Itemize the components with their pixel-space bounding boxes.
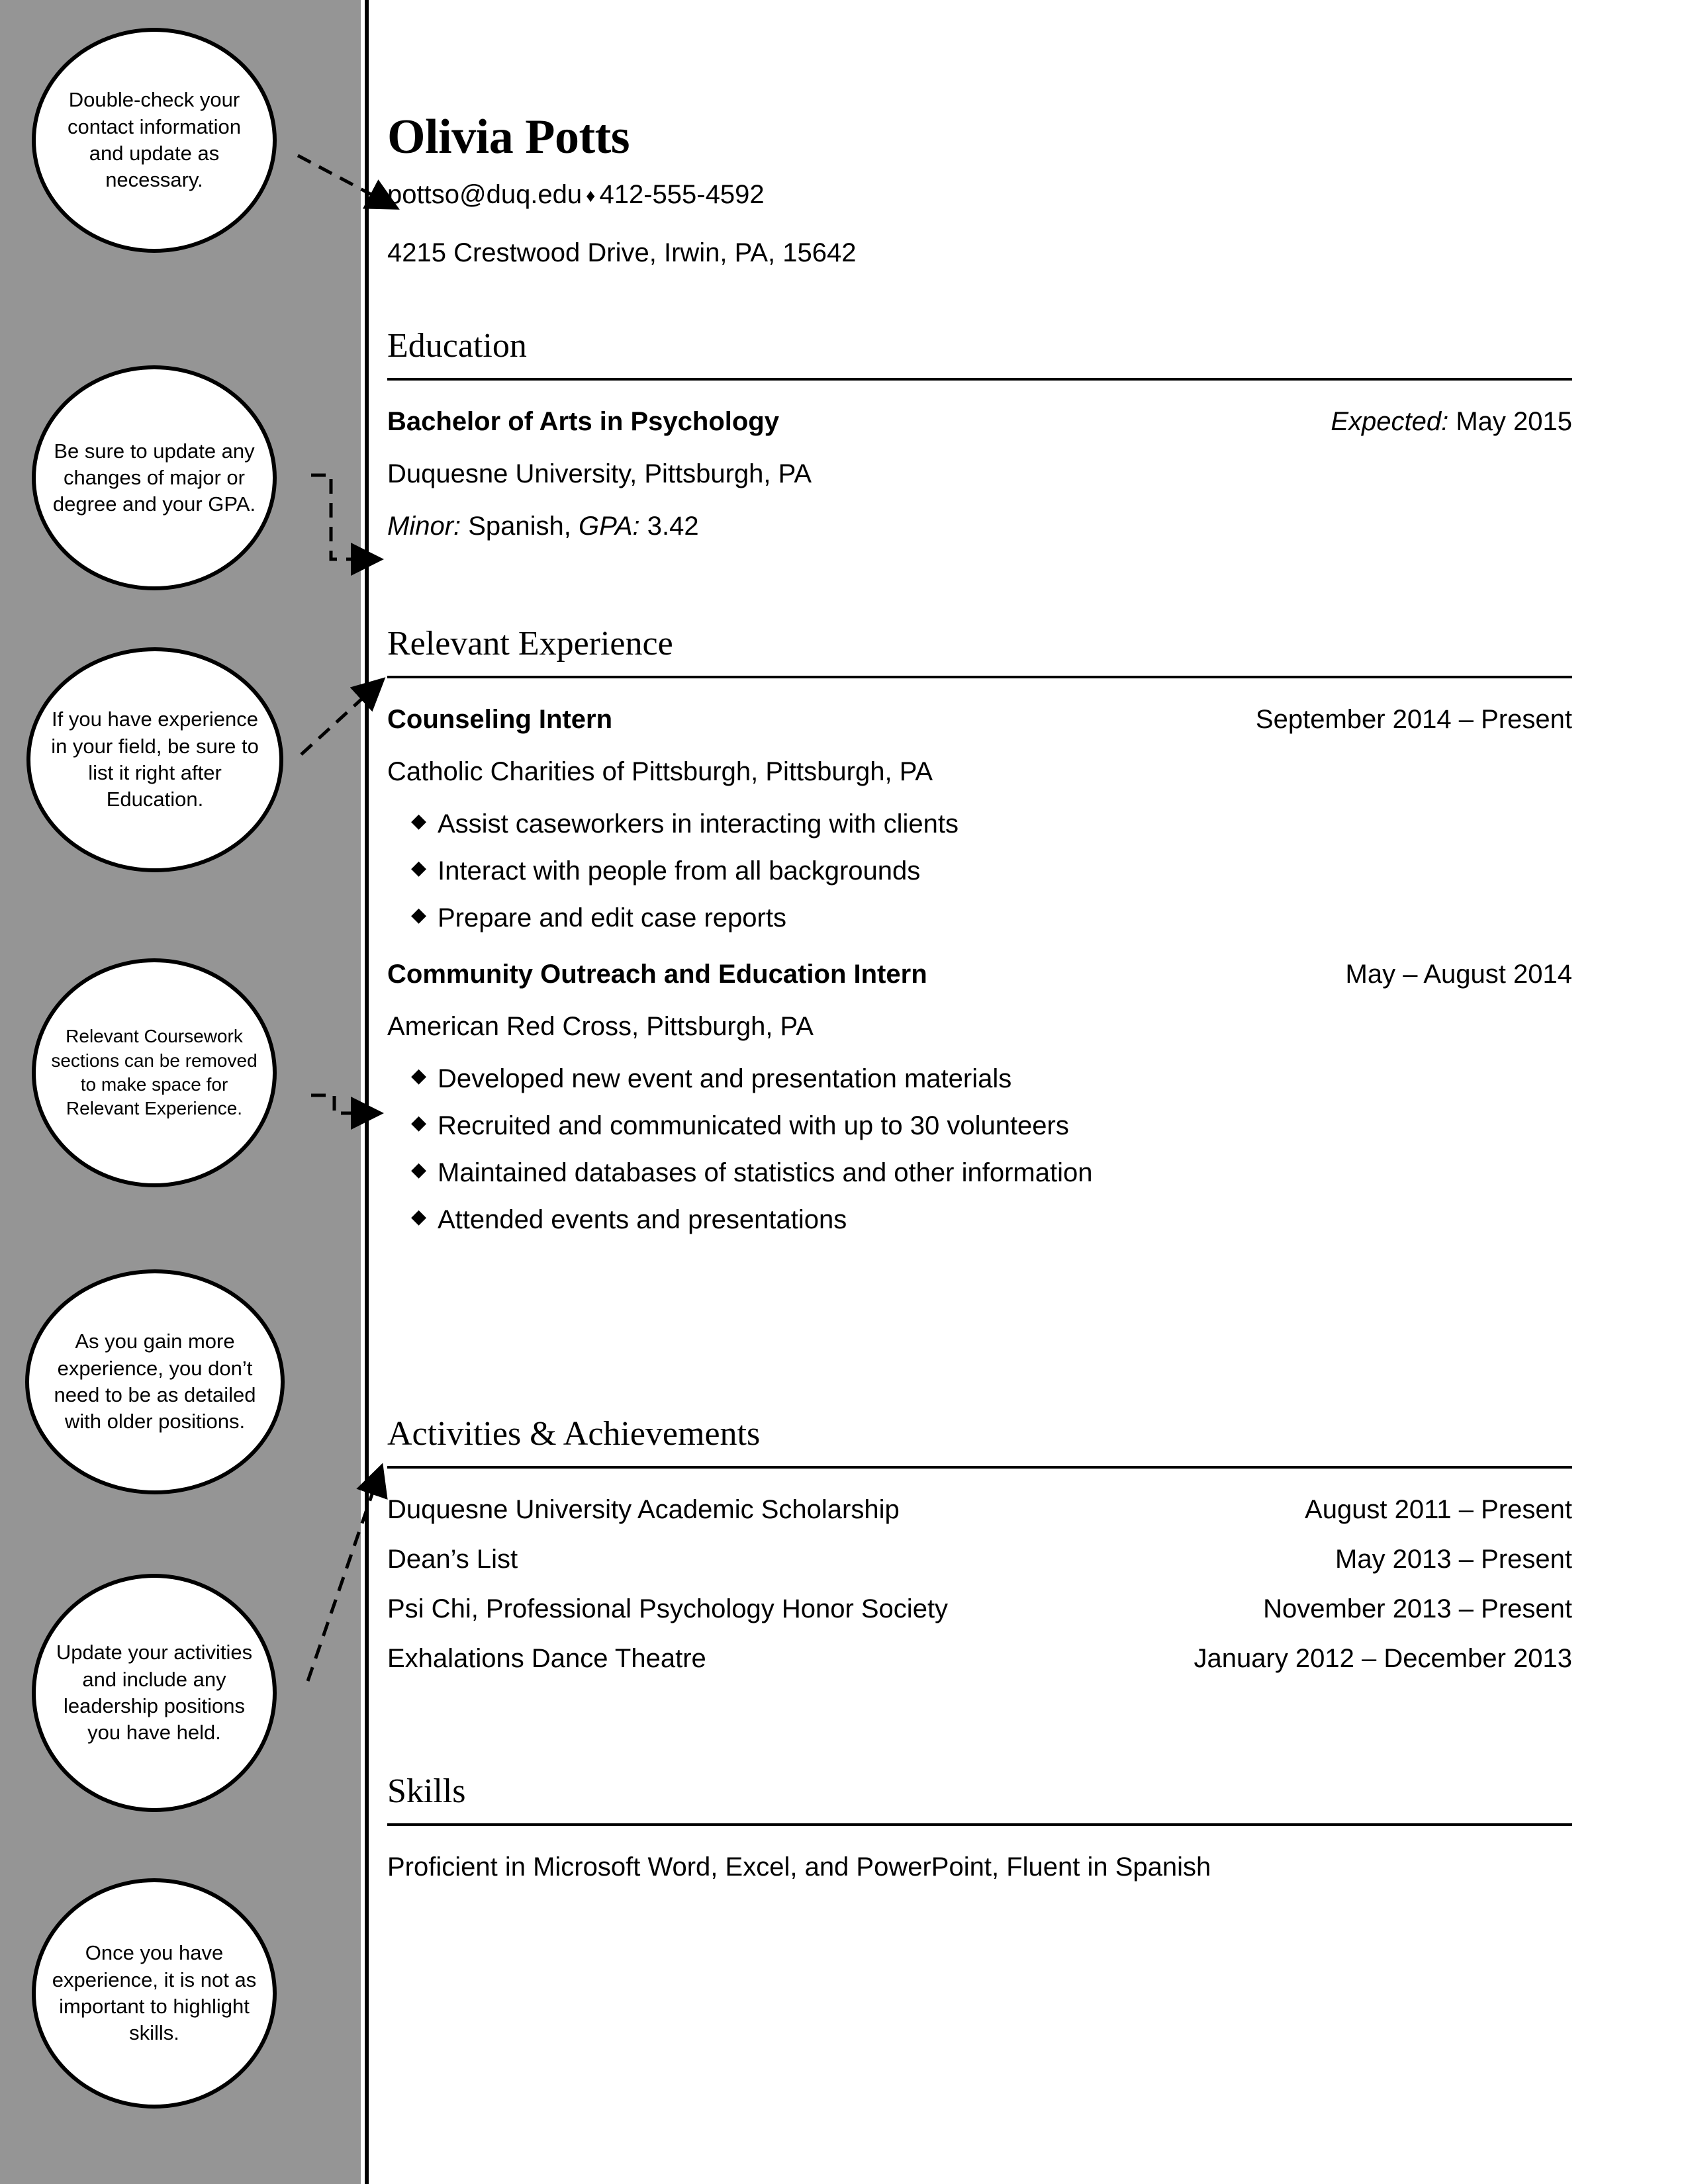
diamond-bullet-icon: ◆ xyxy=(411,1205,427,1228)
section-education xyxy=(387,328,1572,541)
education-degree-row xyxy=(387,407,1572,437)
bullet-text: Attended events and presentations xyxy=(438,1205,847,1234)
skills-body: Proficient in Microsoft Word, Excel, and PowerPoint, Fluent in Spanish xyxy=(387,1852,1211,1882)
annotation-text: Be sure to update any changes of major or degree and your GPA. xyxy=(52,439,256,516)
email-text: pottso@duq.edu xyxy=(387,180,583,209)
list-item xyxy=(387,1111,1572,1141)
activity-row xyxy=(387,1644,1572,1674)
diamond-bullet-icon: ◆ xyxy=(411,1064,427,1087)
experience-position: Counseling Intern xyxy=(387,704,612,734)
experience-employer: American Red Cross, Pittsburgh, PA xyxy=(387,1011,814,1041)
expected-value: May 2015 xyxy=(1448,406,1572,436)
bullet-text: Maintained databases of statistics and other information xyxy=(438,1158,1093,1187)
activity-row xyxy=(387,1495,1572,1525)
annotation-bubble-education xyxy=(32,365,277,590)
list-item xyxy=(387,856,1572,886)
experience-bullet-list xyxy=(387,1064,1572,1235)
education-expected-date xyxy=(1331,407,1572,437)
bullet-text: Recruited and communicated with up to 30 volunteers xyxy=(438,1111,1069,1140)
annotation-text: If you have experience in your field, be sure to list it right after Education. xyxy=(51,707,259,811)
annotation-bubble-contact xyxy=(32,28,277,253)
gpa-value: 3.42 xyxy=(639,511,699,541)
experience-entry-header xyxy=(387,960,1572,989)
annotation-bubble-experience xyxy=(26,647,283,872)
resume-content xyxy=(387,0,1599,2184)
diamond-bullet-icon: ◆ xyxy=(411,1158,427,1181)
annotation-bubble-activities xyxy=(32,1574,277,1812)
experience-dates: May – August 2014 xyxy=(1345,959,1572,989)
section-title-experience: Relevant Experience xyxy=(387,625,673,662)
activity-name: Duquesne University Academic Scholarship xyxy=(387,1494,900,1524)
annotation-bubble-older-jobs xyxy=(25,1269,285,1494)
education-degree: Bachelor of Arts in Psychology xyxy=(387,406,779,436)
section-title-education: Education xyxy=(387,327,527,365)
activity-row xyxy=(387,1594,1572,1624)
contact-address: 4215 Crestwood Drive, Irwin, PA, 15642 xyxy=(387,238,857,267)
annotation-bubble-coursework xyxy=(32,958,277,1187)
bullet-text: Assist caseworkers in interacting with clients xyxy=(438,809,959,839)
annotation-text: Double-check your contact information and update as necessary. xyxy=(68,88,241,192)
section-title-activities: Activities & Achievements xyxy=(387,1415,761,1453)
diamond-bullet-icon: ◆ xyxy=(411,903,427,926)
annotation-bubble-skills xyxy=(32,1878,277,2109)
list-item xyxy=(387,1205,1572,1235)
annotation-text: Relevant Coursework sections can be removed to make space for Relevant Experience. xyxy=(51,1026,258,1119)
contact-email-phone xyxy=(387,180,765,210)
gutter-divider-line xyxy=(365,0,369,2184)
annotation-text: As you gain more experience, you don’t need to be as detailed with older positions. xyxy=(54,1330,256,1433)
minor-label: Minor: xyxy=(387,511,461,541)
experience-entry-header xyxy=(387,705,1572,735)
diamond-separator-icon: ♦ xyxy=(586,185,596,206)
section-title-skills: Skills xyxy=(387,1772,466,1810)
section-skills xyxy=(387,1774,1572,1882)
phone-text: 412-555-4592 xyxy=(599,180,765,209)
education-minor-gpa xyxy=(387,512,1572,541)
activity-dates: January 2012 – December 2013 xyxy=(1194,1643,1572,1673)
experience-employer: Catholic Charities of Pittsburgh, Pittsburgh, PA xyxy=(387,756,933,786)
bullet-text: Developed new event and presentation materials xyxy=(438,1064,1012,1093)
activity-name: Exhalations Dance Theatre xyxy=(387,1643,706,1673)
activity-name: Dean’s List xyxy=(387,1544,518,1574)
bullet-text: Prepare and edit case reports xyxy=(438,903,786,933)
diamond-bullet-icon: ◆ xyxy=(411,809,427,832)
activity-dates: November 2013 – Present xyxy=(1263,1594,1572,1623)
list-item xyxy=(387,809,1572,839)
list-item xyxy=(387,903,1572,933)
bullet-text: Interact with people from all backgrounds xyxy=(438,856,921,886)
expected-label: Expected: xyxy=(1331,406,1449,436)
list-item xyxy=(387,1064,1572,1094)
diamond-bullet-icon: ◆ xyxy=(411,856,427,879)
minor-value: Spanish, xyxy=(461,511,579,541)
activity-dates: August 2011 – Present xyxy=(1305,1494,1572,1524)
annotation-text: Once you have experience, it is not as important to highlight skills. xyxy=(52,1941,257,2045)
activity-dates: May 2013 – Present xyxy=(1335,1544,1572,1574)
candidate-name: Olivia Potts xyxy=(387,110,630,164)
activity-row xyxy=(387,1545,1572,1574)
education-school: Duquesne University, Pittsburgh, PA xyxy=(387,459,812,488)
experience-bullet-list xyxy=(387,809,1572,933)
list-item xyxy=(387,1158,1572,1188)
experience-dates: September 2014 – Present xyxy=(1255,704,1572,734)
activity-name: Psi Chi, Professional Psychology Honor Society xyxy=(387,1594,949,1623)
section-experience xyxy=(387,626,1572,1235)
gpa-label: GPA: xyxy=(579,511,640,541)
section-activities xyxy=(387,1416,1572,1674)
annotation-text: Update your activities and include any leadership positions you have held. xyxy=(56,1641,253,1745)
diamond-bullet-icon: ◆ xyxy=(411,1111,427,1134)
experience-position: Community Outreach and Education Intern xyxy=(387,959,927,989)
